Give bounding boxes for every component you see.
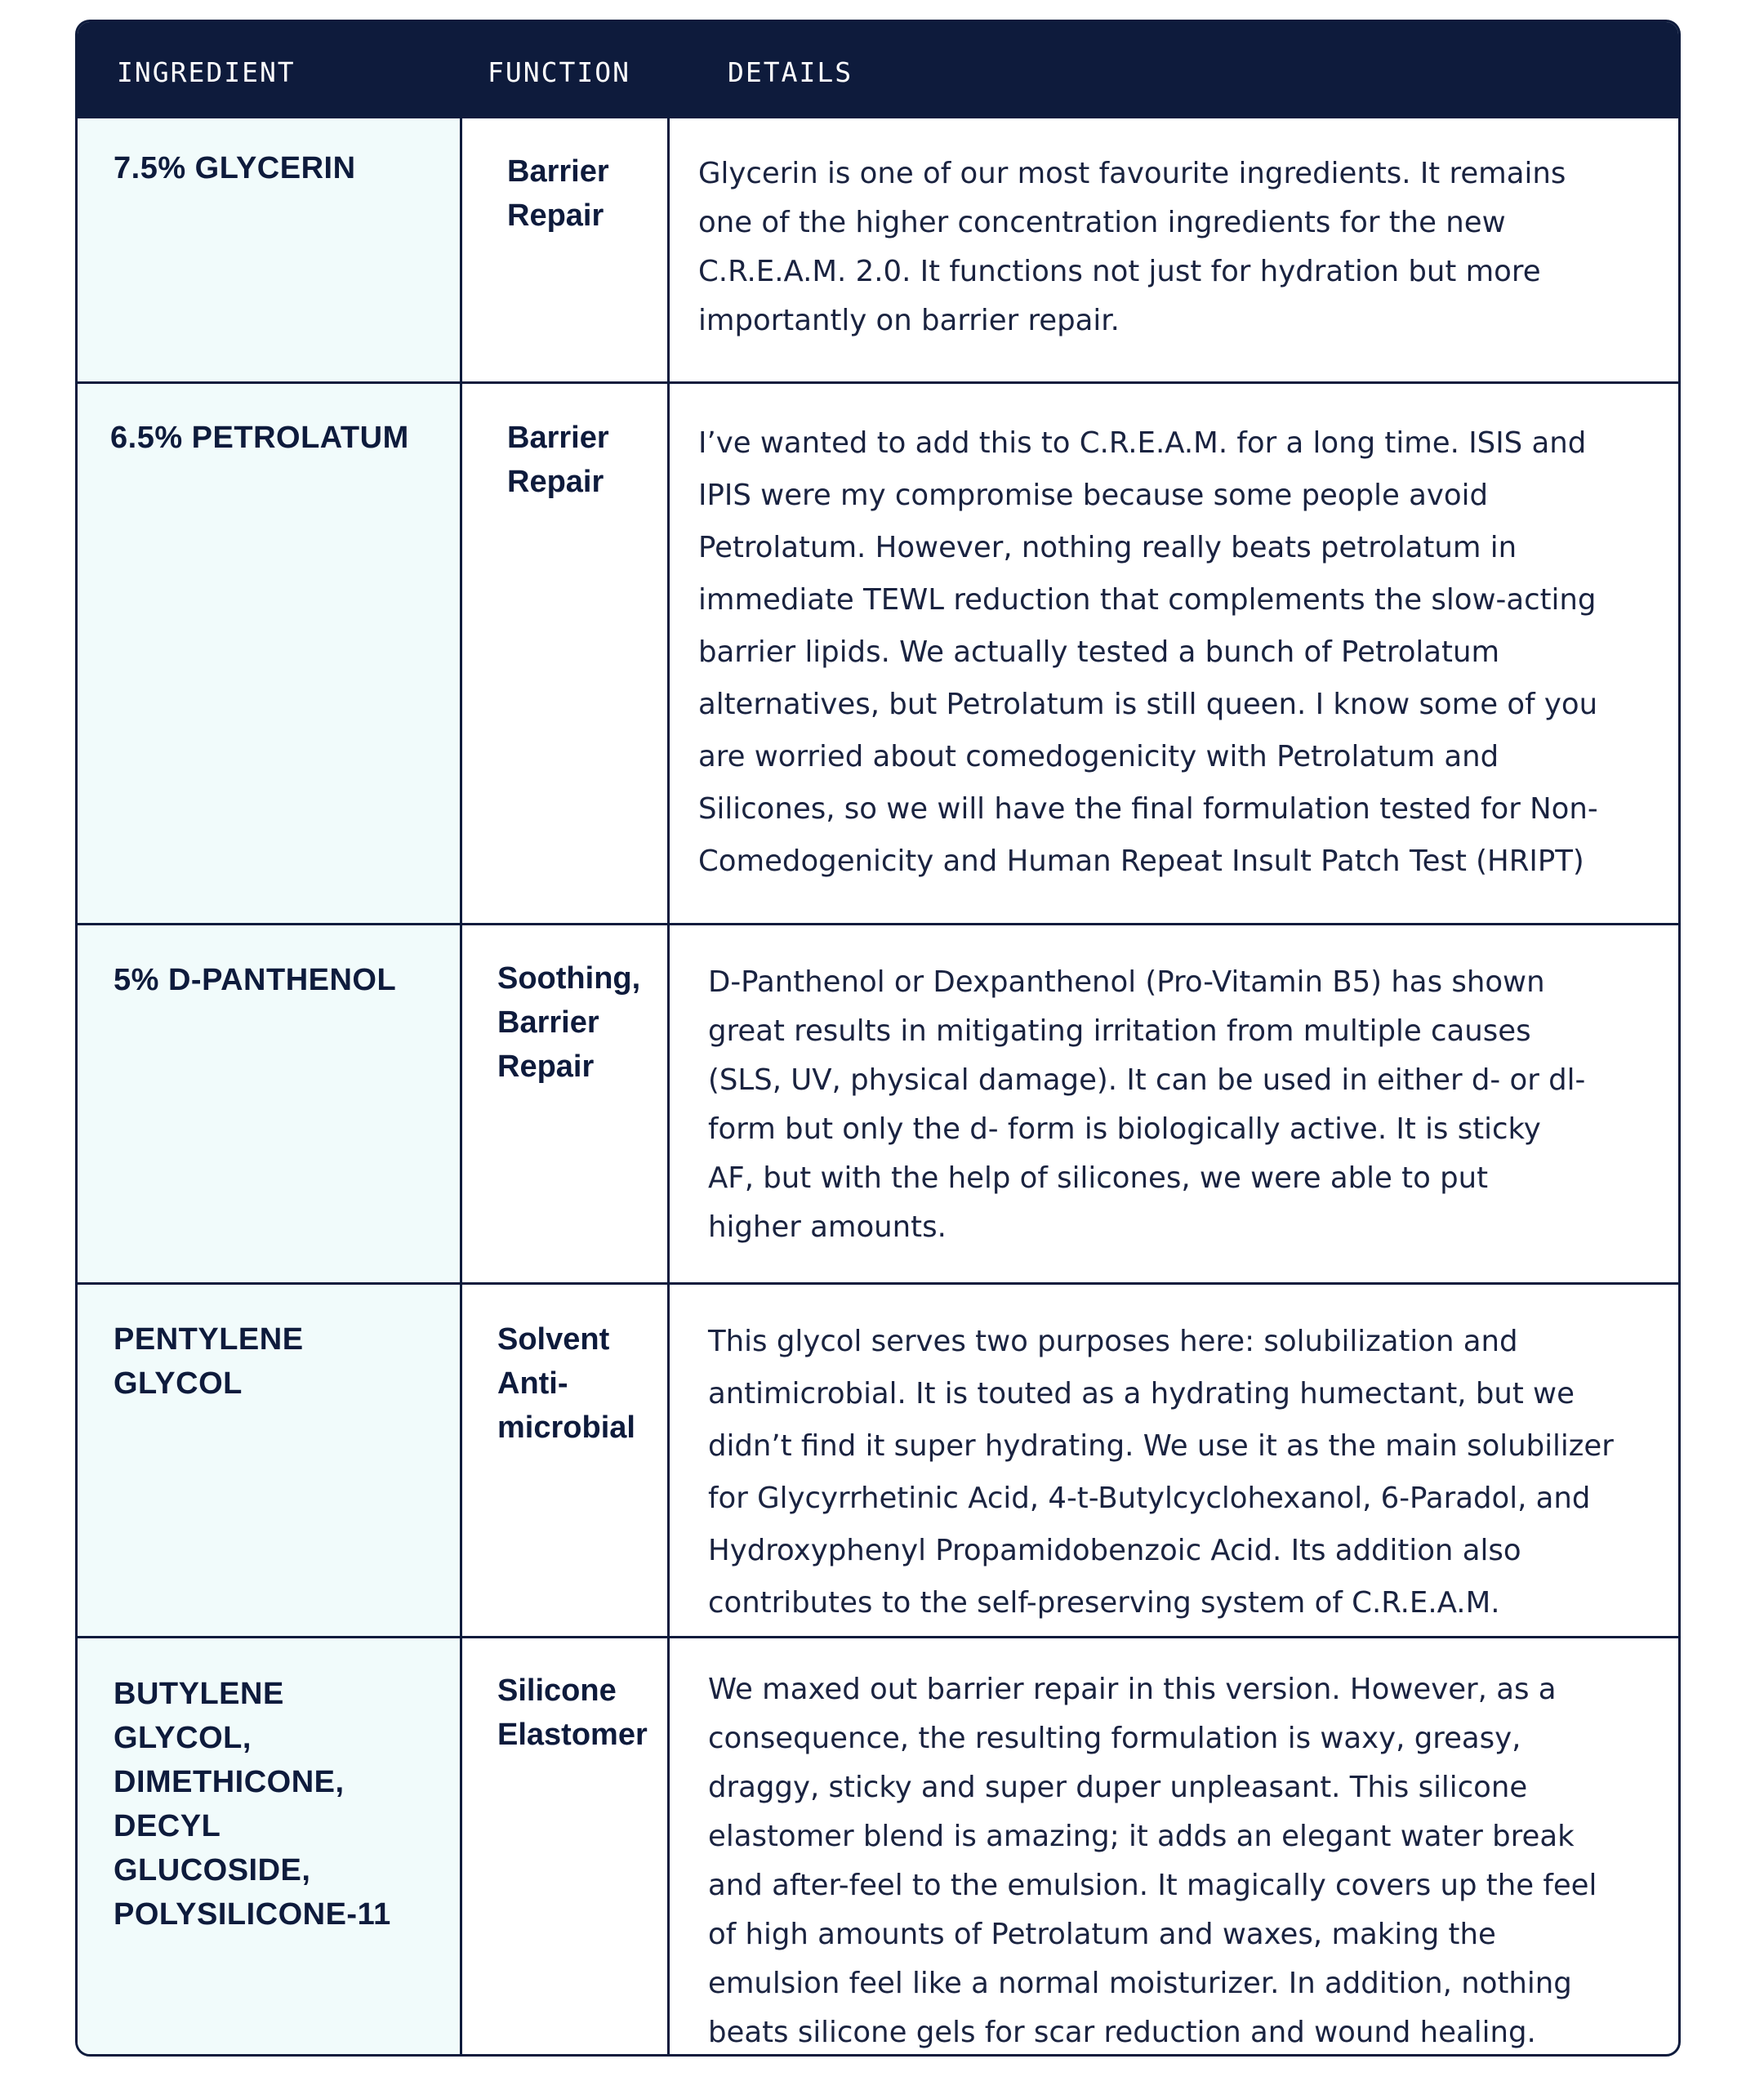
row-4-function: Silicone Elastomer [497, 1673, 648, 1752]
row-2-function: Soothing, Barrier Repair [497, 961, 641, 1084]
row-1-details: I’ve wanted to add this to C.R.E.A.M. for a long time. ISIS and IPIS were my compromise because some people avoid Petrolatum. However, nothing really beats petrolatum in immediate TEWL reduction that complements the slow-acting barrier lipids. We actually tested a bunch of Petrolatum alternatives, but Petrolatum is still queen. I know some of you are worried about comedogenicity with Petrolatum and Silicones, so we will have the final formulation tested for Non- Comedogenicity and Human Repeat Insult Patch Test (HRIPT) [698, 426, 1598, 878]
row-3-ingredient: PENTYLENE GLYCOL [114, 1322, 304, 1401]
row-0-details: Glycerin is one of our most favourite ingredients. It remains one of the higher concentration ingredients for the new C.R.E.A.M. 2.0. It functions not just for hydration but more importantly on barrier repair. [698, 157, 1566, 337]
header-function: FUNCTION [488, 56, 630, 88]
row-divider-4 [78, 1636, 1678, 1638]
row-2-details: D-Panthenol or Dexpanthenol (Pro-Vitamin B5) has shown great results in mitigating irritation from multiple causes (SLS, UV, physical damage). It can be used in either d- or dl- form but only the d- form is biologically active. It is sticky AF, but with the help of silicones, we were able to put higher amounts. [708, 965, 1586, 1244]
column-divider-function [460, 118, 462, 2054]
header-details: DETAILS [728, 56, 853, 88]
row-divider-2 [78, 923, 1678, 925]
row-3-function: Solvent Anti- microbial [497, 1322, 635, 1445]
row-2-ingredient: 5% D-PANTHENOL [114, 963, 397, 997]
row-4-ingredient: BUTYLENE GLYCOL, DIMETHICONE, DECYL GLUCOSIDE, POLYSILICONE-11 [114, 1677, 391, 1932]
row-3-details: This glycol serves two purposes here: solubilization and antimicrobial. It is touted as a hydrating humectant, but we didn’t find it super hydrating. We use it as the main solubilizer for Glycyrrhetinic Acid, 4-t-Butylcyclohexanol, 6-Paradol, and Hydroxyphenyl Propamidobenzoic Acid. Its addition also contributes to the self-preserving system of C.R.E.A.M. [708, 1325, 1614, 1620]
ingredients-table [75, 20, 1681, 2057]
row-1-ingredient: 6.5% PETROLATUM [110, 421, 409, 455]
row-0-function: Barrier Repair [507, 154, 609, 233]
header-ingredient: INGREDIENT [117, 56, 296, 88]
column-divider-details [667, 118, 670, 2054]
row-0-ingredient: 7.5% GLYCERIN [114, 151, 356, 185]
row-divider-3 [78, 1282, 1678, 1285]
table-header [78, 22, 1678, 118]
row-1-function: Barrier Repair [507, 421, 609, 499]
row-4-details: We maxed out barrier repair in this version. However, as a consequence, the resulting formulation is waxy, greasy, draggy, sticky and super duper unpleasant. This silicone elastomer blend is amazing; it adds an elegant water break and after-feel to the emulsion. It magically covers up the feel of high amounts of Petrolatum and waxes, making the emulsion feel like a normal moisturizer. In addition, nothing beats silicone gels for scar reduction and wound healing. [708, 1673, 1597, 2049]
row-divider-1 [78, 381, 1678, 384]
